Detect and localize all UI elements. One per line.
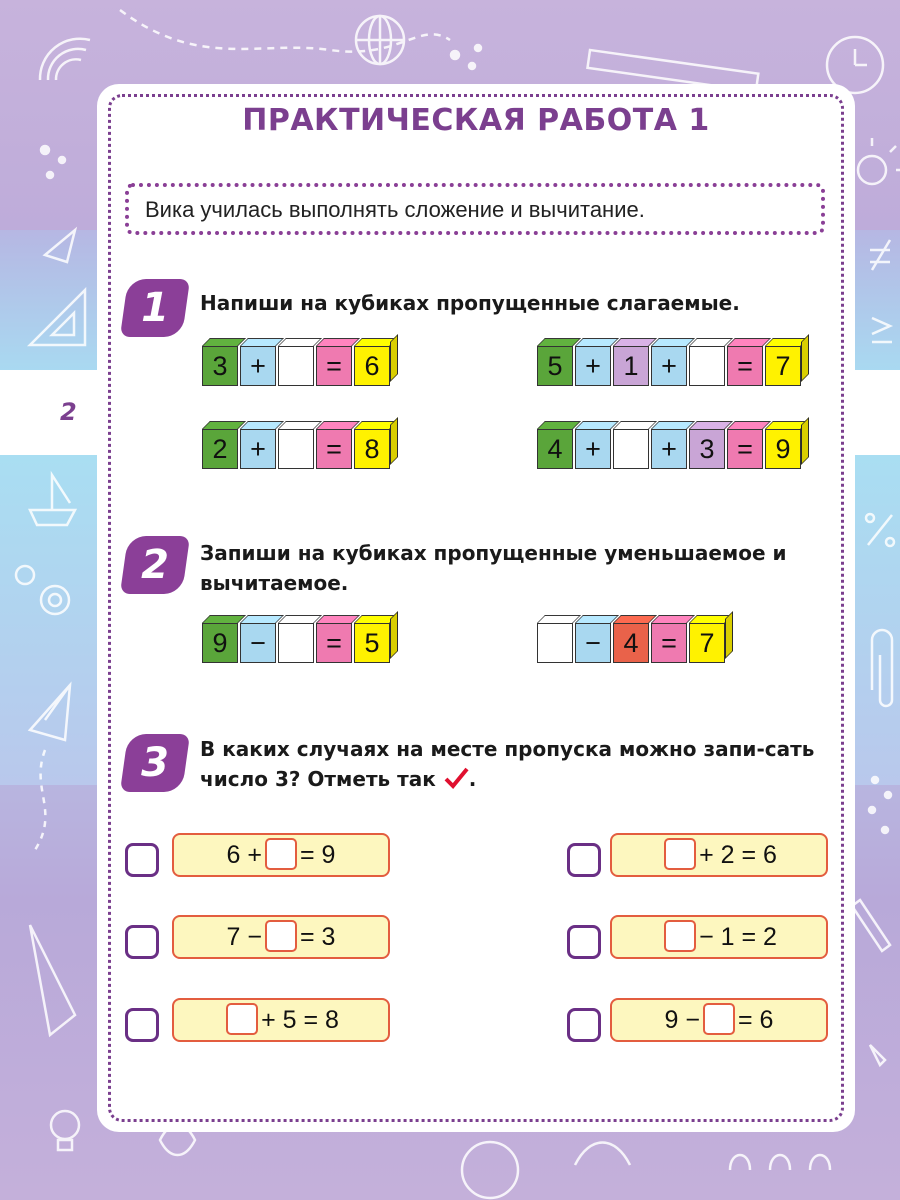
cube-face: = — [316, 346, 352, 386]
intro-box — [125, 183, 825, 235]
task-2-badge — [120, 536, 190, 594]
cube-face: 5 — [537, 346, 573, 386]
globe-icon — [356, 16, 404, 64]
cube-face: = — [651, 623, 687, 663]
cube-face: 3 — [689, 429, 725, 469]
expression-3 — [172, 915, 390, 959]
cube-r3a-4 — [354, 615, 392, 665]
expression-4 — [610, 915, 828, 959]
cube-face: 9 — [202, 623, 238, 663]
triangle-ruler-icon — [30, 290, 85, 345]
expr-3-pre: 7 − — [226, 923, 262, 951]
expr-4-blank[interactable] — [664, 920, 696, 952]
cube-face: + — [240, 429, 276, 469]
expr-3-blank[interactable] — [265, 920, 297, 952]
cube-side — [801, 417, 809, 465]
boat-icon — [30, 475, 75, 525]
worksheet-dotted-border — [108, 94, 844, 1122]
cube-r1b-2 — [613, 338, 651, 388]
sun-icon — [848, 138, 900, 184]
task-2-text: Запиши на кубиках пропущенные уменьшаемое и вычитаемое. — [200, 541, 787, 595]
pencil-icon — [852, 900, 890, 951]
expr-3-post: = 3 — [300, 923, 336, 951]
cube-r1a-1 — [240, 338, 278, 388]
checkbox-3[interactable] — [125, 925, 159, 959]
cube-face — [689, 346, 725, 386]
cube-r1b-1 — [575, 338, 613, 388]
cube-r2b-0 — [537, 421, 575, 471]
expr-5-blank[interactable] — [226, 1003, 258, 1035]
cube-r2b-6 — [765, 421, 803, 471]
checkmark-icon — [443, 767, 469, 789]
cube-face — [278, 346, 314, 386]
cube-face: 9 — [765, 429, 801, 469]
cube-face — [537, 623, 573, 663]
lightbulb-icon — [51, 1111, 79, 1150]
cube-face: − — [575, 623, 611, 663]
cube-face: 5 — [354, 623, 390, 663]
greater-equal-icon — [872, 318, 892, 342]
cube-face: + — [575, 346, 611, 386]
cube-r2a-3 — [316, 421, 354, 471]
task-3-number: 3 — [141, 740, 169, 786]
paper-plane-icon — [45, 230, 75, 262]
cube-face: 4 — [537, 429, 573, 469]
cube-face: 3 — [202, 346, 238, 386]
cube-r1b-3 — [651, 338, 689, 388]
cube-r2b-5 — [727, 421, 765, 471]
cube-side — [390, 334, 398, 382]
cube-face — [278, 623, 314, 663]
expression-2 — [610, 833, 828, 877]
expr-2-post: + 2 = 6 — [699, 841, 777, 869]
cube-face: 7 — [765, 346, 801, 386]
task-1-badge — [120, 279, 190, 337]
paperclip-icon — [872, 630, 892, 706]
cube-face: = — [316, 623, 352, 663]
cube-r2a-4 — [354, 421, 392, 471]
percent-icon — [866, 514, 894, 546]
cube-r1b-0 — [537, 338, 575, 388]
task-3-text-end: . — [468, 767, 477, 791]
cube-r1b-6 — [765, 338, 803, 388]
expression-5 — [172, 998, 390, 1042]
cube-r3b-0[interactable] — [537, 615, 575, 665]
not-equal-icon — [870, 240, 890, 270]
cube-r3a-3 — [316, 615, 354, 665]
cube-r2b-3 — [651, 421, 689, 471]
cube-face: − — [240, 623, 276, 663]
cube-face: = — [316, 429, 352, 469]
cube-side — [390, 611, 398, 659]
expr-1-pre: 6 + — [226, 841, 262, 869]
page-number: 2 — [60, 398, 77, 426]
cube-r1a-3 — [316, 338, 354, 388]
cube-r2a-0 — [202, 421, 240, 471]
task-2-number: 2 — [141, 542, 169, 588]
checkbox-5[interactable] — [125, 1008, 159, 1042]
expression-1 — [172, 833, 390, 877]
cube-face: 8 — [354, 429, 390, 469]
cube-r3b-3 — [651, 615, 689, 665]
cube-face: = — [727, 346, 763, 386]
cube-r3a-0 — [202, 615, 240, 665]
wifi-icon — [40, 39, 90, 80]
cube-face: = — [727, 429, 763, 469]
cube-face: + — [651, 346, 687, 386]
checkbox-2[interactable] — [567, 843, 601, 877]
cube-face: 7 — [689, 623, 725, 663]
cube-side — [725, 611, 733, 659]
checkbox-1[interactable] — [125, 843, 159, 877]
cube-face: + — [651, 429, 687, 469]
cube-face: + — [240, 346, 276, 386]
cube-r2b-4 — [689, 421, 727, 471]
expr-1-post: = 9 — [300, 841, 336, 869]
cube-r2a-2[interactable] — [278, 421, 316, 471]
task-3-text — [200, 734, 830, 794]
cube-face — [613, 429, 649, 469]
cube-r1b-4[interactable] — [689, 338, 727, 388]
cube-face: 4 — [613, 623, 649, 663]
expr-5-post: + 5 = 8 — [261, 1006, 339, 1034]
cube-r1b-5 — [727, 338, 765, 388]
cube-r2b-2[interactable] — [613, 421, 651, 471]
cube-face: 2 — [202, 429, 238, 469]
expr-6-post: = 6 — [738, 1006, 774, 1034]
expr-6-pre: 9 − — [664, 1006, 700, 1034]
cube-r3b-2 — [613, 615, 651, 665]
cube-side — [801, 334, 809, 382]
checkbox-4[interactable] — [567, 925, 601, 959]
cube-r1a-2[interactable] — [278, 338, 316, 388]
cube-r3a-2[interactable] — [278, 615, 316, 665]
cube-r3a-1 — [240, 615, 278, 665]
expr-1-blank[interactable] — [265, 838, 297, 870]
cube-r3b-4 — [689, 615, 727, 665]
expr-2-blank[interactable] — [664, 838, 696, 870]
cube-r3b-1 — [575, 615, 613, 665]
cube-face: 6 — [354, 346, 390, 386]
expr-6-blank[interactable] — [703, 1003, 735, 1035]
intro-text: Вика училась выполнять сложение и вычитание. — [145, 197, 645, 222]
cube-face — [278, 429, 314, 469]
task-3-badge — [120, 734, 190, 792]
cube-r1a-0 — [202, 338, 240, 388]
cube-side — [390, 417, 398, 465]
expr-4-post: − 1 = 2 — [699, 923, 777, 951]
checkbox-6[interactable] — [567, 1008, 601, 1042]
page-title: ПРАКТИЧЕСКАЯ РАБОТА 1 — [242, 103, 710, 138]
task-3-text-main: В каких случаях на месте пропуска можно запи-сать число 3? Отметь так — [200, 737, 815, 791]
gear-icon — [16, 566, 69, 614]
cube-r2b-1 — [575, 421, 613, 471]
task-1-text: Напиши на кубиках пропущенные слагаемые. — [200, 291, 740, 315]
cube-r2a-1 — [240, 421, 278, 471]
task-1-number: 1 — [141, 285, 169, 331]
cube-r1a-4 — [354, 338, 392, 388]
cube-face: 1 — [613, 346, 649, 386]
expression-6 — [610, 998, 828, 1042]
cube-face: + — [575, 429, 611, 469]
